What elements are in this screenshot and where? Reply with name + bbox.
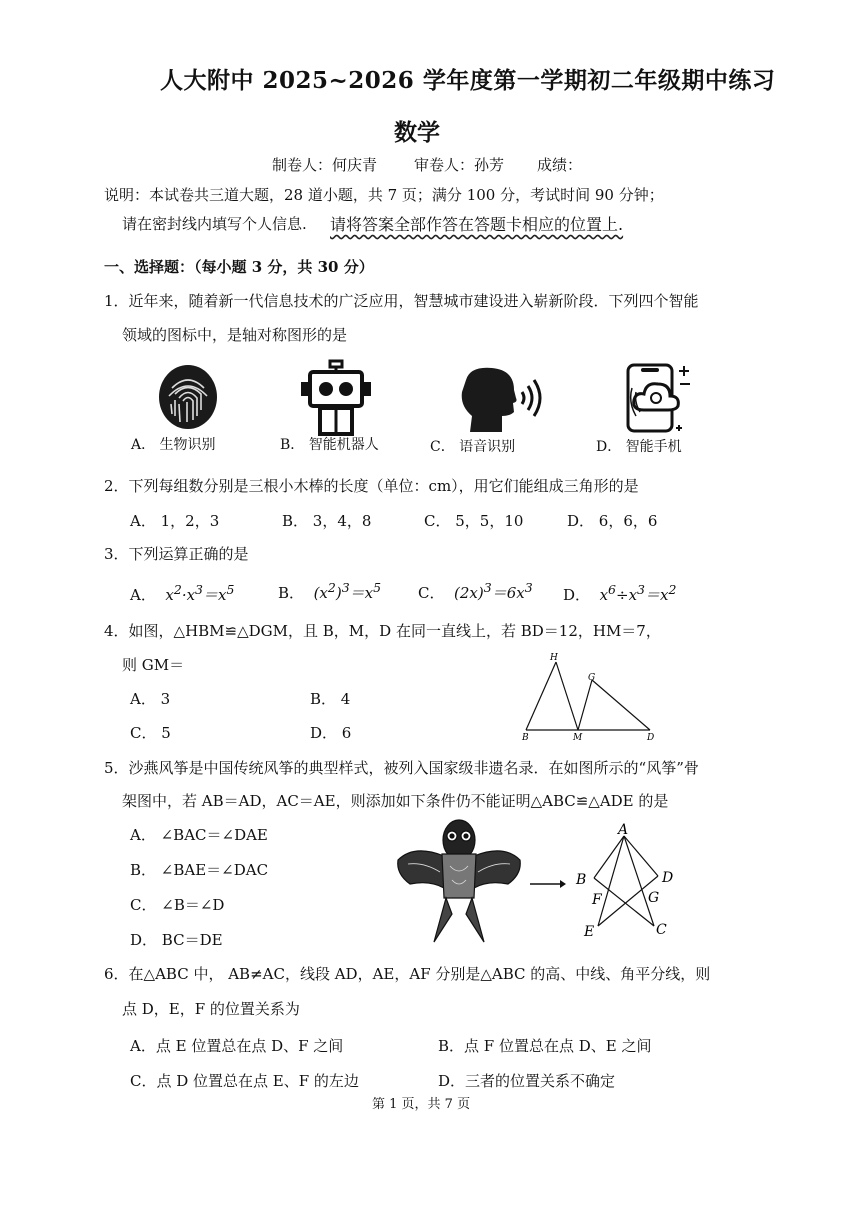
section-title: 一、选择题：（每小题 3 分，共 30 分）	[104, 258, 374, 276]
reviewer: 审卷人：孙芳	[414, 156, 505, 174]
q4-option-c: C． 5	[130, 724, 171, 742]
q5-option-a: A． ∠BAC＝∠DAE	[130, 826, 268, 844]
q5-option-b: B． ∠BAE＝∠DAC	[130, 861, 269, 879]
exam-title: 人大附中 2025~2026 学年度第一学期初二年级期中练习	[160, 67, 776, 94]
q4-option-a: A． 3	[130, 690, 171, 708]
q2-option-b: B． 3，4，8	[282, 512, 372, 530]
q3-option-c-formula: $(2x)^3=6x^3$	[449, 580, 533, 602]
q3-option-a-formula: $x^2\cdot x^3=x^5$	[160, 582, 235, 604]
q4-option-b: B． 4	[310, 690, 351, 708]
q1-caption-c: C． 语音识别	[430, 439, 516, 455]
q5-kite-skeleton-figure	[576, 822, 686, 940]
q3-option-a-label: A．	[130, 586, 156, 604]
q5-option-d: D． BC＝DE	[130, 931, 223, 949]
q4-label-g: G	[588, 673, 596, 683]
robot-icon	[300, 360, 372, 436]
swallow-kite-illustration	[394, 818, 524, 944]
fingerprint-icon	[158, 364, 218, 430]
q3-stem: 3．下列运算正确的是	[104, 545, 249, 563]
q6-line1: 6．在△ABC 中， AB≠AC，线段 AD，AE，AF 分别是△ABC 的高、中线、角平分线，则	[104, 965, 711, 983]
instructions-emphasis: 请将答案全部作答在答题卡相应的位置上.	[330, 215, 624, 234]
q3-option-c-label: C．	[418, 584, 445, 602]
arrow-icon	[530, 878, 566, 890]
q5-label-c: C	[656, 922, 667, 938]
smartphone-cloud-icon	[622, 362, 694, 436]
q5-label-b: B	[576, 872, 587, 888]
q5-label-f: F	[592, 892, 602, 908]
q4-label-d: D	[647, 733, 655, 743]
q3-option-b-formula: $(x^2)^3=x^5$	[308, 580, 382, 602]
q3-option-b	[278, 580, 381, 603]
q3-option-d-label: D．	[563, 586, 591, 604]
q5-label-e: E	[584, 924, 595, 940]
q6-option-b: B．点 F 位置总在点 D、E 之间	[438, 1037, 652, 1055]
q1-caption-b: B． 智能机器人	[280, 437, 379, 453]
q2-option-d: D． 6，6，6	[567, 512, 658, 530]
q5-option-c: C． ∠B＝∠D	[130, 896, 225, 914]
q5-line2: 架图中，若 AB＝AD，AC＝AE，则添加如下条件仍不能证明△ABC≌△ADE 的是	[122, 792, 669, 810]
q1-caption-a: A． 生物识别	[131, 437, 216, 453]
q4-option-d: D． 6	[310, 724, 352, 742]
q5-label-a: A	[618, 822, 629, 838]
q4-label-b: B	[522, 733, 529, 743]
q2-option-c: C． 5，5，10	[424, 512, 524, 530]
instructions-line2a: 请在密封线内填写个人信息.	[122, 215, 307, 233]
q1-caption-d: D． 智能手机	[596, 439, 682, 455]
q1-line1: 1．近年来，随着新一代信息技术的广泛应用，智慧城市建设进入崭新阶段．下列四个智能	[104, 292, 699, 310]
q4-stem2: 则 GM＝	[122, 656, 185, 674]
q5-label-g: G	[648, 890, 660, 906]
q6-option-d: D．三者的位置关系不确定	[438, 1072, 616, 1090]
voice-recognition-icon	[458, 366, 548, 434]
q1-line2: 领域的图标中，是轴对称图形的是	[122, 326, 348, 344]
q4-label-h: H	[550, 653, 558, 663]
q4-stem: 4．如图，△HBM≌△DGM，且 B，M，D 在同一直线上，若 BD＝12，HM＝7，	[104, 622, 661, 640]
q2-option-a: A． 1，2，3	[130, 512, 220, 530]
score-label: 成绩：	[537, 156, 583, 174]
q3-option-a	[130, 582, 234, 605]
q3-option-c	[418, 580, 533, 603]
q5-label-d: D	[662, 870, 674, 886]
q2-stem: 2．下列每组数分别是三根小木棒的长度（单位：cm），用它们能组成三角形的是	[104, 477, 639, 495]
subject-title: 数学	[394, 119, 440, 146]
instructions-line1: 说明：本试卷共三道大题，28 道小题，共 7 页；满分 100 分，考试时间 90 分钟；	[104, 186, 664, 204]
q6-option-a: A．点 E 位置总在点 D、F 之间	[130, 1037, 344, 1055]
page-footer: 第 1 页，共 7 页	[372, 1097, 471, 1112]
maker: 制卷人：何庆青	[272, 156, 378, 174]
q3-option-d	[563, 582, 676, 605]
q6-line2: 点 D，E，F 的位置关系为	[122, 1000, 300, 1018]
q5-line1: 5．沙燕风筝是中国传统风筝的典型样式，被列入国家级非遗名录．在如图所示的“风筝”骨	[104, 759, 699, 777]
q3-option-d-formula: $x^6\div x^3=x^2$	[594, 582, 677, 604]
q4-label-m: M	[573, 733, 583, 743]
q4-triangle-figure	[516, 650, 666, 742]
q3-option-b-label: B．	[278, 584, 305, 602]
q6-option-c: C．点 D 位置总在点 E、F 的左边	[130, 1072, 359, 1090]
